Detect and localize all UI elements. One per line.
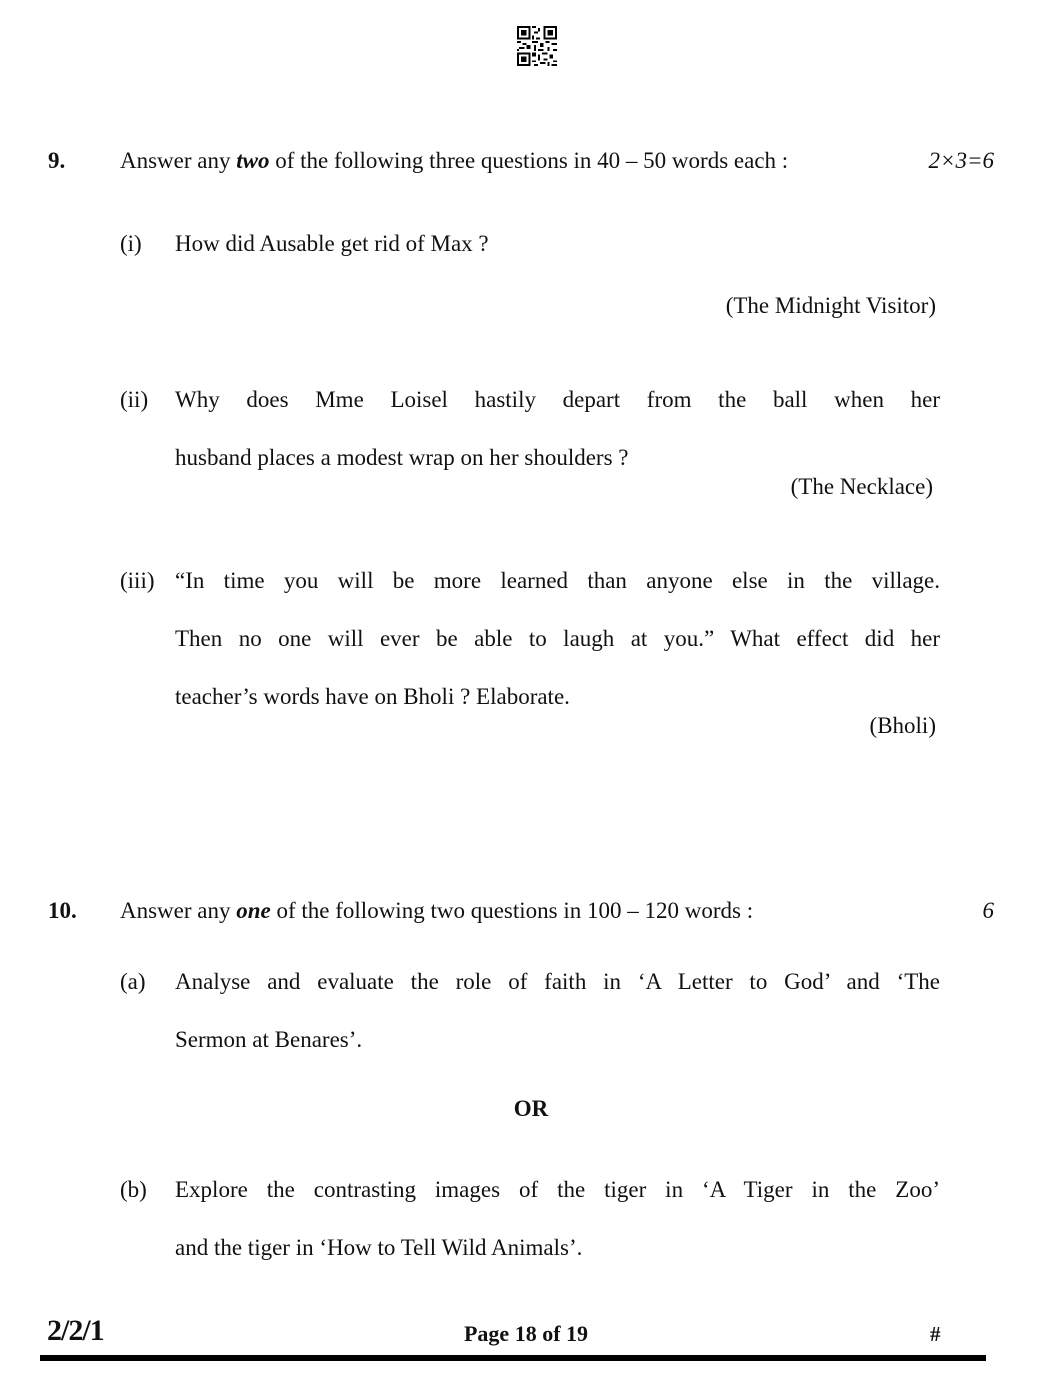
or-separator: OR [513, 1096, 549, 1121]
instruction-text: Answer any [120, 898, 237, 923]
source-title: (The Midnight Visitor) [725, 293, 936, 318]
part-label: (iii) [120, 568, 155, 593]
part-text: Then no one will ever be able to laugh at you.” What effect did her [175, 626, 940, 651]
part-text: Why does Mme Loisel hastily depart from the ball when her [175, 387, 940, 412]
instruction-emphasis: one [236, 898, 271, 923]
paper-code: 2/2/1 [47, 1314, 104, 1347]
part-label: (b) [120, 1177, 147, 1202]
source-title: (Bholi) [869, 713, 936, 738]
question-number: 9. [48, 148, 66, 173]
part-text: “In time you will be more learned than anyone else in the village. [175, 568, 940, 593]
question-instruction [120, 898, 753, 924]
question-instruction [120, 148, 788, 174]
instruction-text: of the following two questions in 100 – 120 words : [270, 898, 754, 923]
question-number: 10. [48, 898, 77, 923]
part-label: (i) [120, 231, 142, 256]
qr-code-icon [517, 26, 557, 66]
part-text: Explore the contrasting images of the tiger in ‘A Tiger in the Zoo’ [175, 1177, 940, 1202]
instruction-text: Answer any [120, 148, 237, 173]
source-title: (The Necklace) [790, 474, 933, 499]
part-text: and the tiger in ‘How to Tell Wild Animals’. [175, 1235, 583, 1260]
part-text: Analyse and evaluate the role of faith in ‘A Letter to God’ and ‘The [175, 969, 940, 994]
footer-rule [40, 1355, 986, 1361]
part-label: (a) [120, 969, 146, 994]
page-number: Page 18 of 19 [463, 1321, 589, 1346]
part-text: How did Ausable get rid of Max ? [175, 231, 489, 256]
hash-mark: # [930, 1322, 941, 1346]
part-text: Sermon at Benares’. [175, 1027, 363, 1052]
question-marks: 2×3=6 [928, 148, 994, 173]
part-label: (ii) [120, 387, 149, 412]
part-text: teacher’s words have on Bholi ? Elaborate. [175, 684, 570, 709]
instruction-text: of the following three questions in 40 – 50 words each : [269, 148, 789, 173]
instruction-emphasis: two [236, 148, 270, 173]
part-text: husband places a modest wrap on her shoulders ? [175, 445, 629, 470]
question-marks: 6 [982, 898, 994, 923]
